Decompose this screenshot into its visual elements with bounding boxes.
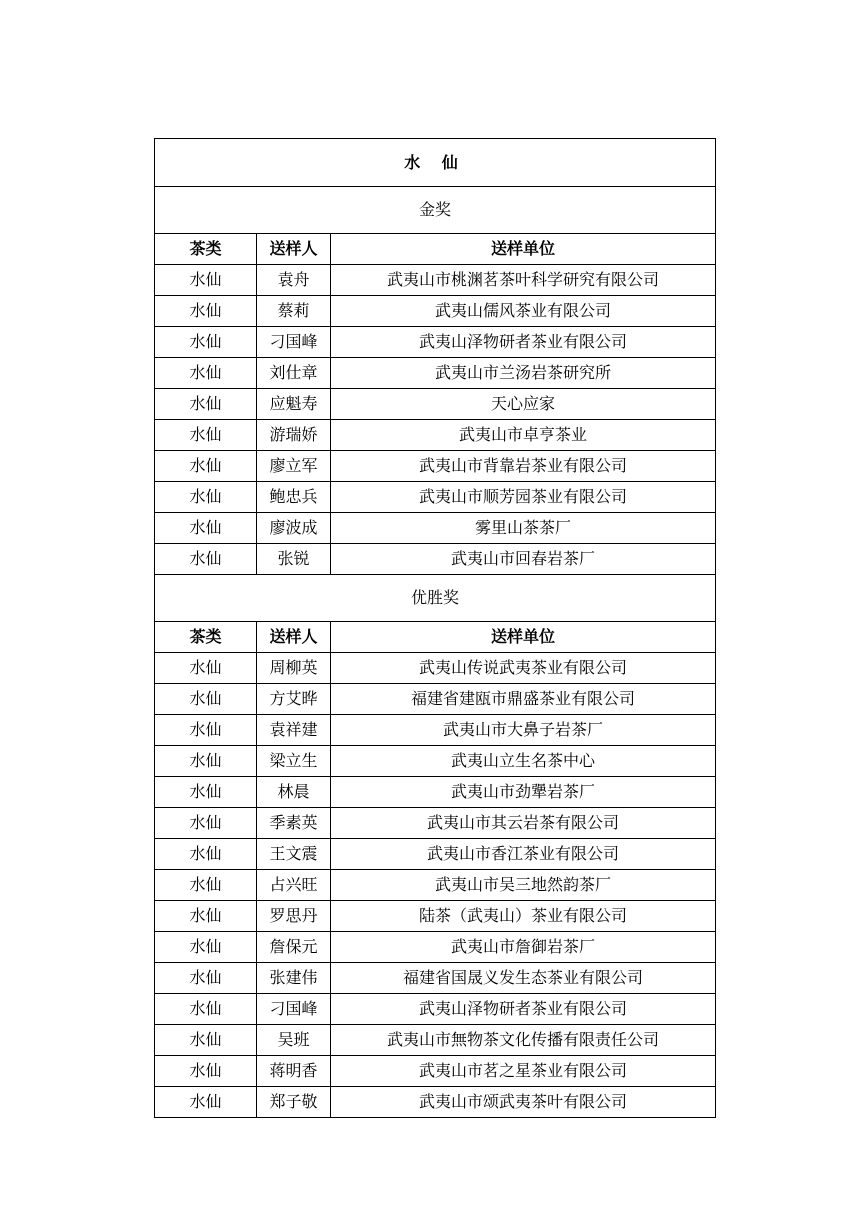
cell-sender: 袁祥建 [257, 715, 331, 746]
cell-category: 水仙 [155, 296, 257, 327]
table-row [155, 653, 716, 684]
cell-category: 水仙 [155, 932, 257, 963]
cell-unit: 武夷山市吴三地然韵茶厂 [331, 870, 716, 901]
cell-category: 水仙 [155, 684, 257, 715]
table-row [155, 544, 716, 575]
cell-unit: 武夷山市茗之星茶业有限公司 [331, 1056, 716, 1087]
cell-sender: 蒋明香 [257, 1056, 331, 1087]
table-row [155, 963, 716, 994]
cell-unit: 武夷山传说武夷茶业有限公司 [331, 653, 716, 684]
cell-sender: 郑子敬 [257, 1087, 331, 1118]
cell-unit: 武夷山儒风茶业有限公司 [331, 296, 716, 327]
header-category: 茶类 [155, 234, 257, 265]
cell-category: 水仙 [155, 839, 257, 870]
cell-category: 水仙 [155, 994, 257, 1025]
cell-unit: 武夷山市香江茶业有限公司 [331, 839, 716, 870]
cell-category: 水仙 [155, 420, 257, 451]
cell-sender: 鲍忠兵 [257, 482, 331, 513]
cell-sender: 廖立军 [257, 451, 331, 482]
cell-category: 水仙 [155, 777, 257, 808]
cell-category: 水仙 [155, 808, 257, 839]
cell-sender: 袁舟 [257, 265, 331, 296]
cell-unit: 武夷山泽物研者茶业有限公司 [331, 327, 716, 358]
cell-category: 水仙 [155, 389, 257, 420]
table-row [155, 839, 716, 870]
table-row [155, 265, 716, 296]
cell-unit: 武夷山立生名茶中心 [331, 746, 716, 777]
cell-unit: 武夷山市回春岩茶厂 [331, 544, 716, 575]
header-unit: 送样单位 [331, 234, 716, 265]
table-row [155, 777, 716, 808]
cell-category: 水仙 [155, 513, 257, 544]
cell-unit: 雾里山茶茶厂 [331, 513, 716, 544]
cell-category: 水仙 [155, 715, 257, 746]
main-title-row [155, 139, 716, 187]
cell-sender: 梁立生 [257, 746, 331, 777]
cell-unit: 福建省国晟义发生态茶业有限公司 [331, 963, 716, 994]
cell-sender: 蔡莉 [257, 296, 331, 327]
cell-category: 水仙 [155, 1056, 257, 1087]
cell-sender: 王文震 [257, 839, 331, 870]
table-row [155, 420, 716, 451]
cell-unit: 陆茶（武夷山）茶业有限公司 [331, 901, 716, 932]
cell-sender: 张建伟 [257, 963, 331, 994]
cell-sender: 游瑞娇 [257, 420, 331, 451]
cell-unit: 武夷山市無物茶文化传播有限责任公司 [331, 1025, 716, 1056]
cell-unit: 武夷山市劲犟岩茶厂 [331, 777, 716, 808]
cell-sender: 季素英 [257, 808, 331, 839]
cell-unit: 武夷山市其云岩茶有限公司 [331, 808, 716, 839]
table-body [155, 139, 716, 1118]
table-row [155, 808, 716, 839]
cell-category: 水仙 [155, 544, 257, 575]
cell-category: 水仙 [155, 451, 257, 482]
cell-sender: 应魁寿 [257, 389, 331, 420]
award-table [154, 138, 716, 1118]
table-row [155, 482, 716, 513]
section-title: 优胜奖 [155, 575, 716, 622]
cell-sender: 詹保元 [257, 932, 331, 963]
header-unit: 送样单位 [331, 622, 716, 653]
cell-unit: 武夷山市卓亨茶业 [331, 420, 716, 451]
column-header-row [155, 234, 716, 265]
table-row [155, 932, 716, 963]
table-row [155, 746, 716, 777]
header-sender: 送样人 [257, 622, 331, 653]
cell-sender: 周柳英 [257, 653, 331, 684]
cell-sender: 廖波成 [257, 513, 331, 544]
cell-category: 水仙 [155, 482, 257, 513]
table-row [155, 389, 716, 420]
table-row [155, 1087, 716, 1118]
cell-unit: 武夷山市顺芳园茶业有限公司 [331, 482, 716, 513]
cell-unit: 福建省建瓯市鼎盛茶业有限公司 [331, 684, 716, 715]
table-row [155, 513, 716, 544]
cell-sender: 刘仕章 [257, 358, 331, 389]
cell-category: 水仙 [155, 901, 257, 932]
cell-unit: 武夷山市桃渊茗茶叶科学研究有限公司 [331, 265, 716, 296]
table-row [155, 901, 716, 932]
cell-unit: 武夷山市兰汤岩茶研究所 [331, 358, 716, 389]
cell-category: 水仙 [155, 1087, 257, 1118]
cell-category: 水仙 [155, 653, 257, 684]
cell-category: 水仙 [155, 963, 257, 994]
cell-category: 水仙 [155, 870, 257, 901]
table-row [155, 684, 716, 715]
cell-unit: 武夷山泽物研者茶业有限公司 [331, 994, 716, 1025]
cell-sender: 刁国峰 [257, 327, 331, 358]
section-title: 金奖 [155, 187, 716, 234]
cell-unit: 武夷山市颂武夷茶叶有限公司 [331, 1087, 716, 1118]
cell-sender: 林晨 [257, 777, 331, 808]
cell-unit: 武夷山市大鼻子岩茶厂 [331, 715, 716, 746]
table-row [155, 715, 716, 746]
cell-category: 水仙 [155, 327, 257, 358]
cell-unit: 武夷山市背靠岩茶业有限公司 [331, 451, 716, 482]
cell-sender: 吴班 [257, 1025, 331, 1056]
table-row [155, 870, 716, 901]
page-title: 水 仙 [155, 139, 716, 187]
section-row [155, 575, 716, 622]
cell-category: 水仙 [155, 1025, 257, 1056]
section-row [155, 187, 716, 234]
column-header-row [155, 622, 716, 653]
cell-sender: 占兴旺 [257, 870, 331, 901]
table-row [155, 296, 716, 327]
cell-category: 水仙 [155, 265, 257, 296]
table-row [155, 1056, 716, 1087]
cell-sender: 方艾晔 [257, 684, 331, 715]
table-row [155, 327, 716, 358]
table-row [155, 994, 716, 1025]
table-row [155, 451, 716, 482]
cell-unit: 武夷山市詹御岩茶厂 [331, 932, 716, 963]
table-row [155, 358, 716, 389]
cell-sender: 罗思丹 [257, 901, 331, 932]
cell-unit: 天心应家 [331, 389, 716, 420]
cell-category: 水仙 [155, 746, 257, 777]
header-category: 茶类 [155, 622, 257, 653]
cell-sender: 刁国峰 [257, 994, 331, 1025]
table-row [155, 1025, 716, 1056]
header-sender: 送样人 [257, 234, 331, 265]
cell-category: 水仙 [155, 358, 257, 389]
cell-sender: 张锐 [257, 544, 331, 575]
